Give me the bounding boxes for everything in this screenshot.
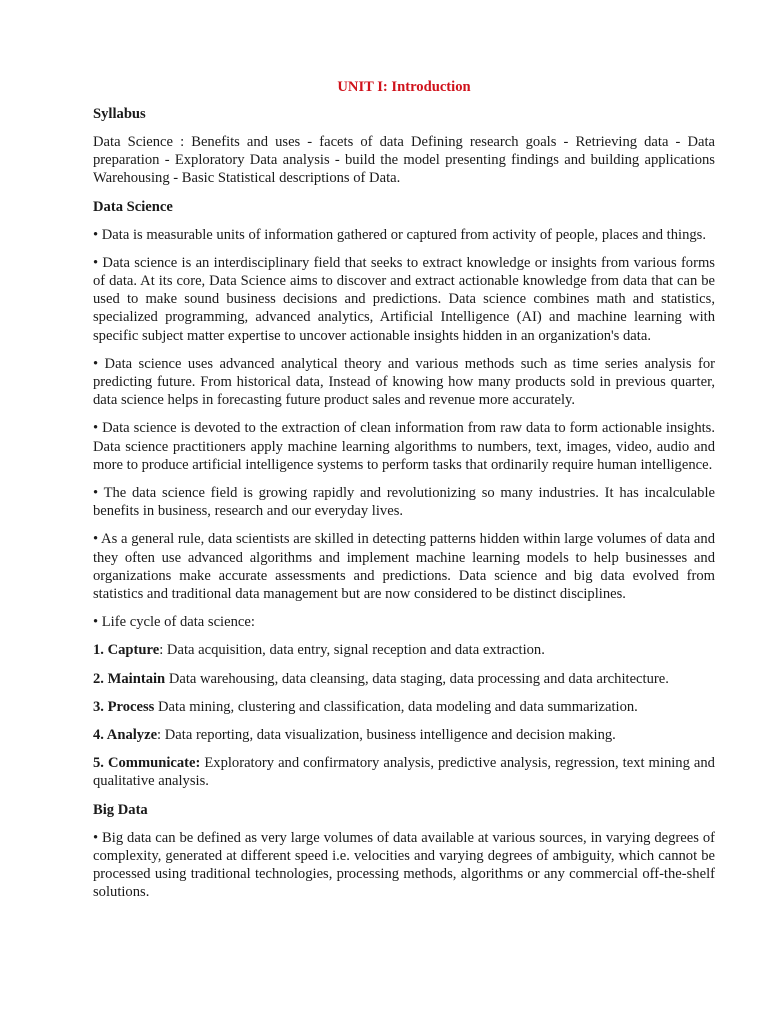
lifecycle-label: 1. Capture bbox=[93, 642, 160, 659]
lifecycle-item-process bbox=[93, 698, 715, 716]
data-science-bullet: • Data science uses advanced analytical theory and various methods such as time series analysis for predicting future. From historical data, Instead of knowing how many products sold in previous quarter, data science helps in forecasting future product sales and revenue more accurately. bbox=[93, 355, 715, 409]
lifecycle-text: : Data reporting, data visualization, business intelligence and decision making. bbox=[157, 727, 616, 744]
document-page bbox=[93, 78, 715, 912]
data-science-bullet: • Data science is devoted to the extraction of clean information from raw data to form actionable insights. Data science practitioners apply machine learning algorithms to numbers, text, images, video, audio and more to produce artificial intelligence systems to perform tasks that ordinarily require human intelligence. bbox=[93, 420, 715, 473]
data-science-bullet: • The data science field is growing rapidly and revolutionizing so many industries. It has incalculable benefits in business, research and our everyday lives. bbox=[93, 485, 715, 520]
lifecycle-text: Data warehousing, data cleansing, data staging, data processing and data architecture. bbox=[165, 670, 669, 687]
lifecycle-item-communicate bbox=[93, 754, 715, 790]
data-science-heading: Data Science bbox=[93, 198, 173, 215]
lifecycle-text: Exploratory and confirmatory analysis, predictive analysis, regression, text mining and qualitative analysis. bbox=[93, 755, 715, 790]
lifecycle-text: : Data acquisition, data entry, signal reception and data extraction. bbox=[159, 642, 545, 659]
lifecycle-item-maintain bbox=[93, 670, 715, 688]
lifecycle-item-analyze bbox=[93, 726, 715, 744]
syllabus-heading: Syllabus bbox=[93, 106, 146, 122]
data-science-bullet: • Data science is an interdisciplinary field that seeks to extract knowledge or insights from various forms of data. At its core, Data Science aims to discover and extract actionable knowledge from data that can be used to make sound business decisions and predictions. Data science combines math and statistics, specialized programming, advanced analytics, Artificial Intelligence (AI) and machine learning with specific subject matter expertise to uncover actionable insights hidden in an organization's data. bbox=[93, 254, 715, 344]
lifecycle-label: 2. Maintain bbox=[93, 670, 166, 687]
syllabus-text: Data Science : Benefits and uses - facets of data Defining research goals - Retrieving data - Data preparation - Exploratory Data analysis - build the model presenting findings and building applications Warehousing - Basic Statistical descriptions of Data. bbox=[93, 134, 715, 187]
data-science-bullet: • As a general rule, data scientists are skilled in detecting patterns hidden within large volumes of data and they often use advanced algorithms and implement machine learning models to help businesses and organizations make accurate assessments and predictions. Data science and big data evolved from statistics and traditional data management but are now considered to be distinct disciplines. bbox=[93, 531, 715, 603]
lifecycle-label: 4. Analyze bbox=[93, 727, 158, 744]
lifecycle-text: Data mining, clustering and classification, data modeling and data summarization. bbox=[154, 698, 638, 715]
page-title: UNIT I: Introduction bbox=[337, 79, 471, 95]
big-data-text: • Big data can be defined as very large volumes of data available at various sources, in varying degrees of complexity, generated at different speed i.e. velocities and varying degrees of ambiguity, which cannot be processed using traditional technologies, processing methods, algorithms or any commercial off-the-shelf solutions. bbox=[93, 829, 715, 901]
big-data-heading: Big Data bbox=[93, 801, 148, 818]
lifecycle-label: 5. Communicate: bbox=[93, 755, 201, 772]
lifecycle-label: 3. Process bbox=[93, 698, 155, 715]
lifecycle-item-capture bbox=[93, 641, 715, 659]
data-science-bullet: • Data is measurable units of information gathered or captured from activity of people, places and things. bbox=[93, 226, 706, 243]
data-science-bullet: • Life cycle of data science: bbox=[93, 614, 255, 631]
